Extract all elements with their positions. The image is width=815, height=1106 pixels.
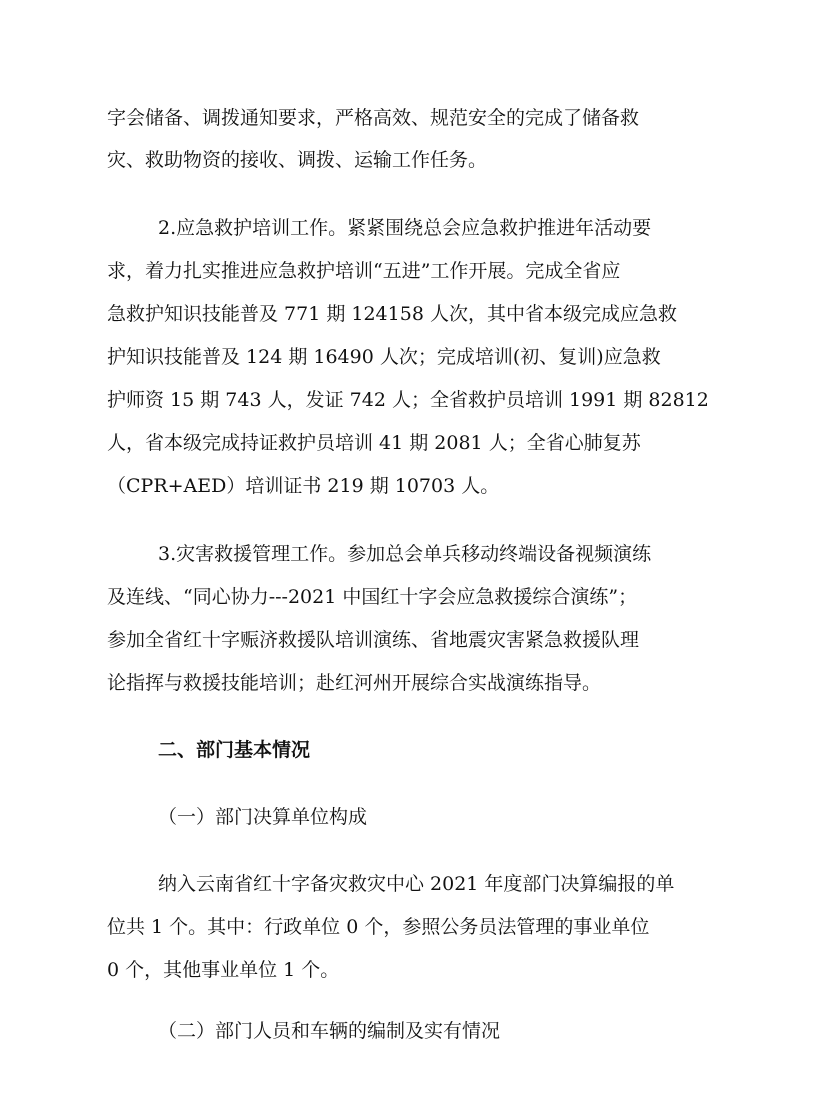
paragraph-text: 论指挥与救援技能培训；赴红河州开展综合实战演练指导。	[107, 672, 602, 694]
paragraph-text: 位共 1 个。其中：行政单位 0 个，参照公务员法管理的事业单位	[107, 916, 650, 938]
paragraph-text: 0 个，其他事业单位 1 个。	[107, 959, 340, 981]
paragraph-line	[0, 869, 815, 899]
paragraph-line	[0, 539, 815, 569]
paragraph-line	[0, 385, 815, 415]
paragraph-line	[0, 299, 815, 329]
paragraph-line	[0, 145, 815, 175]
paragraph-text: 3.灾害救援管理工作。参加总会单兵移动终端设备视频演练	[158, 543, 652, 565]
paragraph-text: 纳入云南省红十字备灾救灾中心 2021 年度部门决算编报的单	[158, 873, 675, 895]
paragraph-line	[0, 256, 815, 286]
paragraph-text: 及连线、“同心协力---2021 中国红十字会应急救援综合演练”；	[107, 586, 638, 608]
paragraph-line	[0, 213, 815, 243]
paragraph-line	[0, 103, 815, 133]
subsection-title: （一）部门决算单位构成	[158, 806, 368, 828]
paragraph-text: 急救护知识技能普及 771 期 124158 人次，其中省本级完成应急救	[107, 303, 677, 325]
paragraph-line	[0, 582, 815, 612]
paragraph-text: 护师资 15 期 743 人，发证 742 人；全省救护员培训 1991 期 82812	[107, 389, 709, 411]
subsection-heading	[0, 802, 815, 832]
paragraph-text: 参加全省红十字赈济救援队培训演练、省地震灾害紧急救援队理	[107, 629, 640, 651]
paragraph-line	[0, 471, 815, 501]
paragraph-line	[0, 342, 815, 372]
paragraph-text: 护知识技能普及 124 期 16490 人次；完成培训(初、复训)应急救	[107, 346, 661, 368]
paragraph-text: 字会储备、调拨通知要求，严格高效、规范安全的完成了储备救	[107, 107, 640, 129]
paragraph-text: 人，省本级完成持证救护员培训 41 期 2081 人；全省心肺复苏	[107, 432, 641, 454]
section-heading	[0, 735, 815, 765]
subsection-title: （二）部门人员和车辆的编制及实有情况	[158, 1020, 501, 1042]
paragraph-line	[0, 955, 815, 985]
paragraph-line	[0, 625, 815, 655]
paragraph-line	[0, 912, 815, 942]
paragraph-text: 2.应急救护培训工作。紧紧围绕总会应急救护推进年活动要	[158, 217, 652, 239]
section-title: 二、部门基本情况	[158, 739, 311, 761]
paragraph-text: 灾、救助物资的接收、调拨、运输工作任务。	[107, 149, 488, 171]
paragraph-line	[0, 668, 815, 698]
subsection-heading	[0, 1016, 815, 1046]
paragraph-text: （CPR+AED）培训证书 219 期 10703 人。	[107, 475, 500, 497]
paragraph-line	[0, 428, 815, 458]
paragraph-text: 求，着力扎实推进应急救护培训“五进”工作开展。完成全省应	[107, 260, 621, 282]
